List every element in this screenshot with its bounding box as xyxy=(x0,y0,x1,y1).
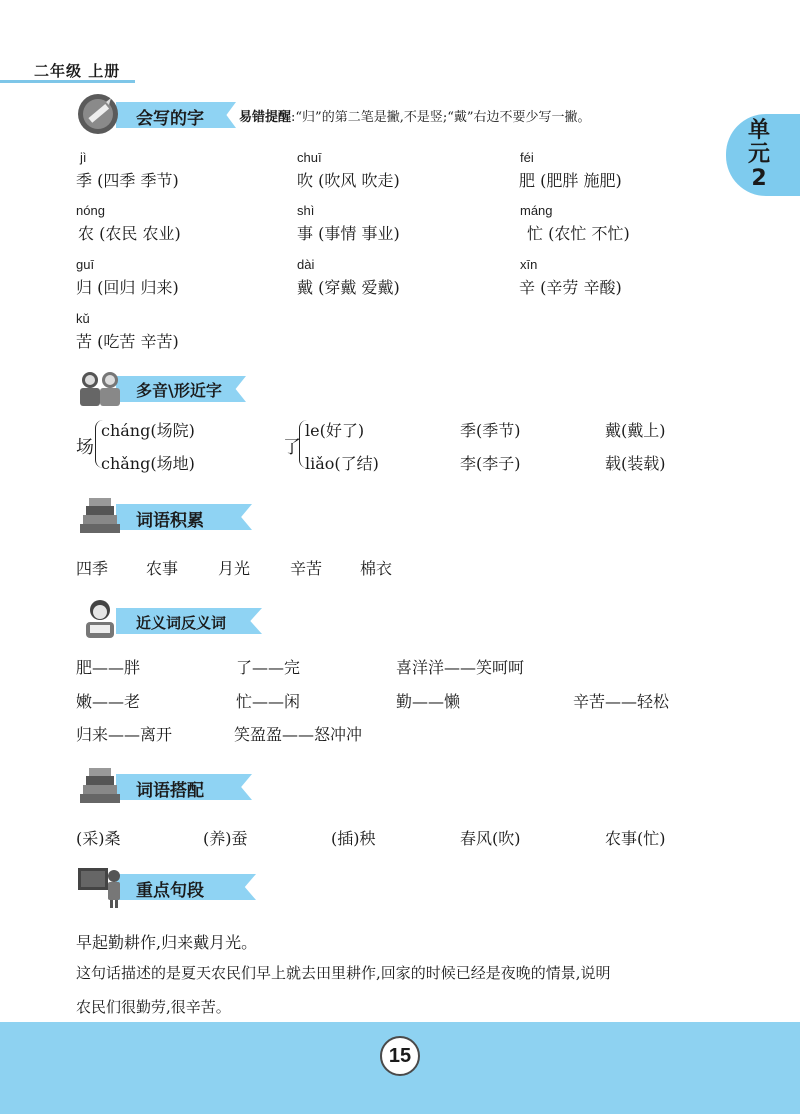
char-entry: 季 (四季 季节) xyxy=(76,171,179,190)
similar-char: 季(季节) xyxy=(460,421,521,440)
word-pair: 勤——懒 xyxy=(396,692,461,711)
word-pair: 笑盈盈——怒冲冲 xyxy=(234,725,363,744)
char-entry: 归 (回归 归来) xyxy=(76,278,179,297)
char-entry: 农 (农民 农业) xyxy=(78,224,181,243)
explanation-line: 这句话描述的是夏天农民们早上就去田里耕作,回家的时候已经是夜晚的情景,说明 xyxy=(76,964,611,982)
key-sentence: 早起勤耕作,归来戴月光。 xyxy=(76,933,258,952)
children-icon xyxy=(76,366,124,410)
pinyin: guī xyxy=(76,257,95,272)
collocation: 农事(忙) xyxy=(605,829,666,848)
pinyin: xīn xyxy=(520,257,538,272)
section-header-polyphonic xyxy=(76,372,256,406)
word-pair: 辛苦——轻松 xyxy=(573,692,670,711)
tip-label: 易错提醒 xyxy=(239,110,292,125)
similar-char: 戴(戴上) xyxy=(605,421,666,440)
tip-text: :“归”的第二笔是撇,不是竖;“戴”右边不要少写一撇。 xyxy=(291,110,591,125)
pinyin: nóng xyxy=(76,203,105,218)
collocation: (养)蚕 xyxy=(203,829,248,848)
char-entry: 事 (事情 事业) xyxy=(297,224,400,243)
char-entry: 肥 (肥胖 施肥) xyxy=(519,171,622,190)
section-title: 重点句段 xyxy=(136,881,204,901)
pinyin: chuī xyxy=(297,150,322,165)
explanation-line: 农民们很勤劳,很辛苦。 xyxy=(76,998,231,1016)
section-title: 会写的字 xyxy=(136,109,204,129)
section-title: 词语积累 xyxy=(136,511,204,531)
pinyin: kǔ xyxy=(76,311,90,326)
pencil-icon xyxy=(76,92,124,136)
pinyin: féi xyxy=(520,150,534,165)
collocation: (插)秧 xyxy=(331,829,376,848)
similar-char: 载(装载) xyxy=(605,454,666,473)
section-header-writing xyxy=(76,98,236,132)
char-entry: 辛 (辛劳 辛酸) xyxy=(519,278,622,297)
vocab-word: 农事 xyxy=(146,559,179,578)
polyphonic-reading: liǎo(了结) xyxy=(305,454,379,473)
collocation: 春风(吹) xyxy=(460,829,521,848)
header-divider xyxy=(0,80,135,83)
grade-label: 二年级 上册 xyxy=(34,62,121,80)
polyphonic-char: 了 xyxy=(283,437,301,458)
polyphonic-reading: chǎng(场地) xyxy=(101,454,195,473)
vocab-word: 棉衣 xyxy=(360,559,393,578)
char-entry: 忙 (农忙 不忙) xyxy=(527,224,630,243)
section-title: 词语搭配 xyxy=(136,781,204,801)
char-entry: 戴 (穿戴 爱戴) xyxy=(297,278,400,297)
section-header-vocabulary xyxy=(76,500,256,534)
word-pair: 嫩——老 xyxy=(76,692,141,711)
word-pair: 了——完 xyxy=(236,658,301,677)
polyphonic-reading: cháng(场院) xyxy=(101,421,195,440)
page-number: 15 xyxy=(380,1036,420,1076)
word-pair: 肥——胖 xyxy=(76,658,141,677)
word-pair: 喜洋洋——笑呵呵 xyxy=(396,658,525,677)
pinyin: máng xyxy=(520,203,553,218)
pinyin: jì xyxy=(80,150,87,165)
section-header-collocation xyxy=(76,770,256,804)
section-header-key-sentences xyxy=(76,870,256,904)
books-icon xyxy=(76,764,124,808)
vocab-word: 辛苦 xyxy=(290,559,323,578)
polyphonic-char: 场 xyxy=(76,437,94,458)
char-entry: 吹 (吹风 吹走) xyxy=(297,171,400,190)
similar-char: 李(李子) xyxy=(460,454,521,473)
section-title: 近义词反义词 xyxy=(136,614,227,632)
section-header-synonyms xyxy=(76,604,266,638)
unit-label: 单 元 2 xyxy=(747,118,770,191)
pinyin: shì xyxy=(297,203,315,218)
error-tip xyxy=(239,106,591,125)
word-pair: 忙——闲 xyxy=(236,692,301,711)
collocation: (采)桑 xyxy=(76,829,121,848)
section-title: 多音\形近字 xyxy=(136,381,222,400)
char-entry: 苦 (吃苦 辛苦) xyxy=(76,332,179,351)
books-icon xyxy=(76,494,124,538)
pinyin: dài xyxy=(297,257,315,272)
polyphonic-reading: le(好了) xyxy=(305,421,365,440)
vocab-word: 月光 xyxy=(218,559,251,578)
reading-girl-icon xyxy=(76,598,124,642)
word-pair: 归来——离开 xyxy=(76,725,173,744)
vocab-word: 四季 xyxy=(76,559,109,578)
teacher-icon xyxy=(76,864,124,908)
